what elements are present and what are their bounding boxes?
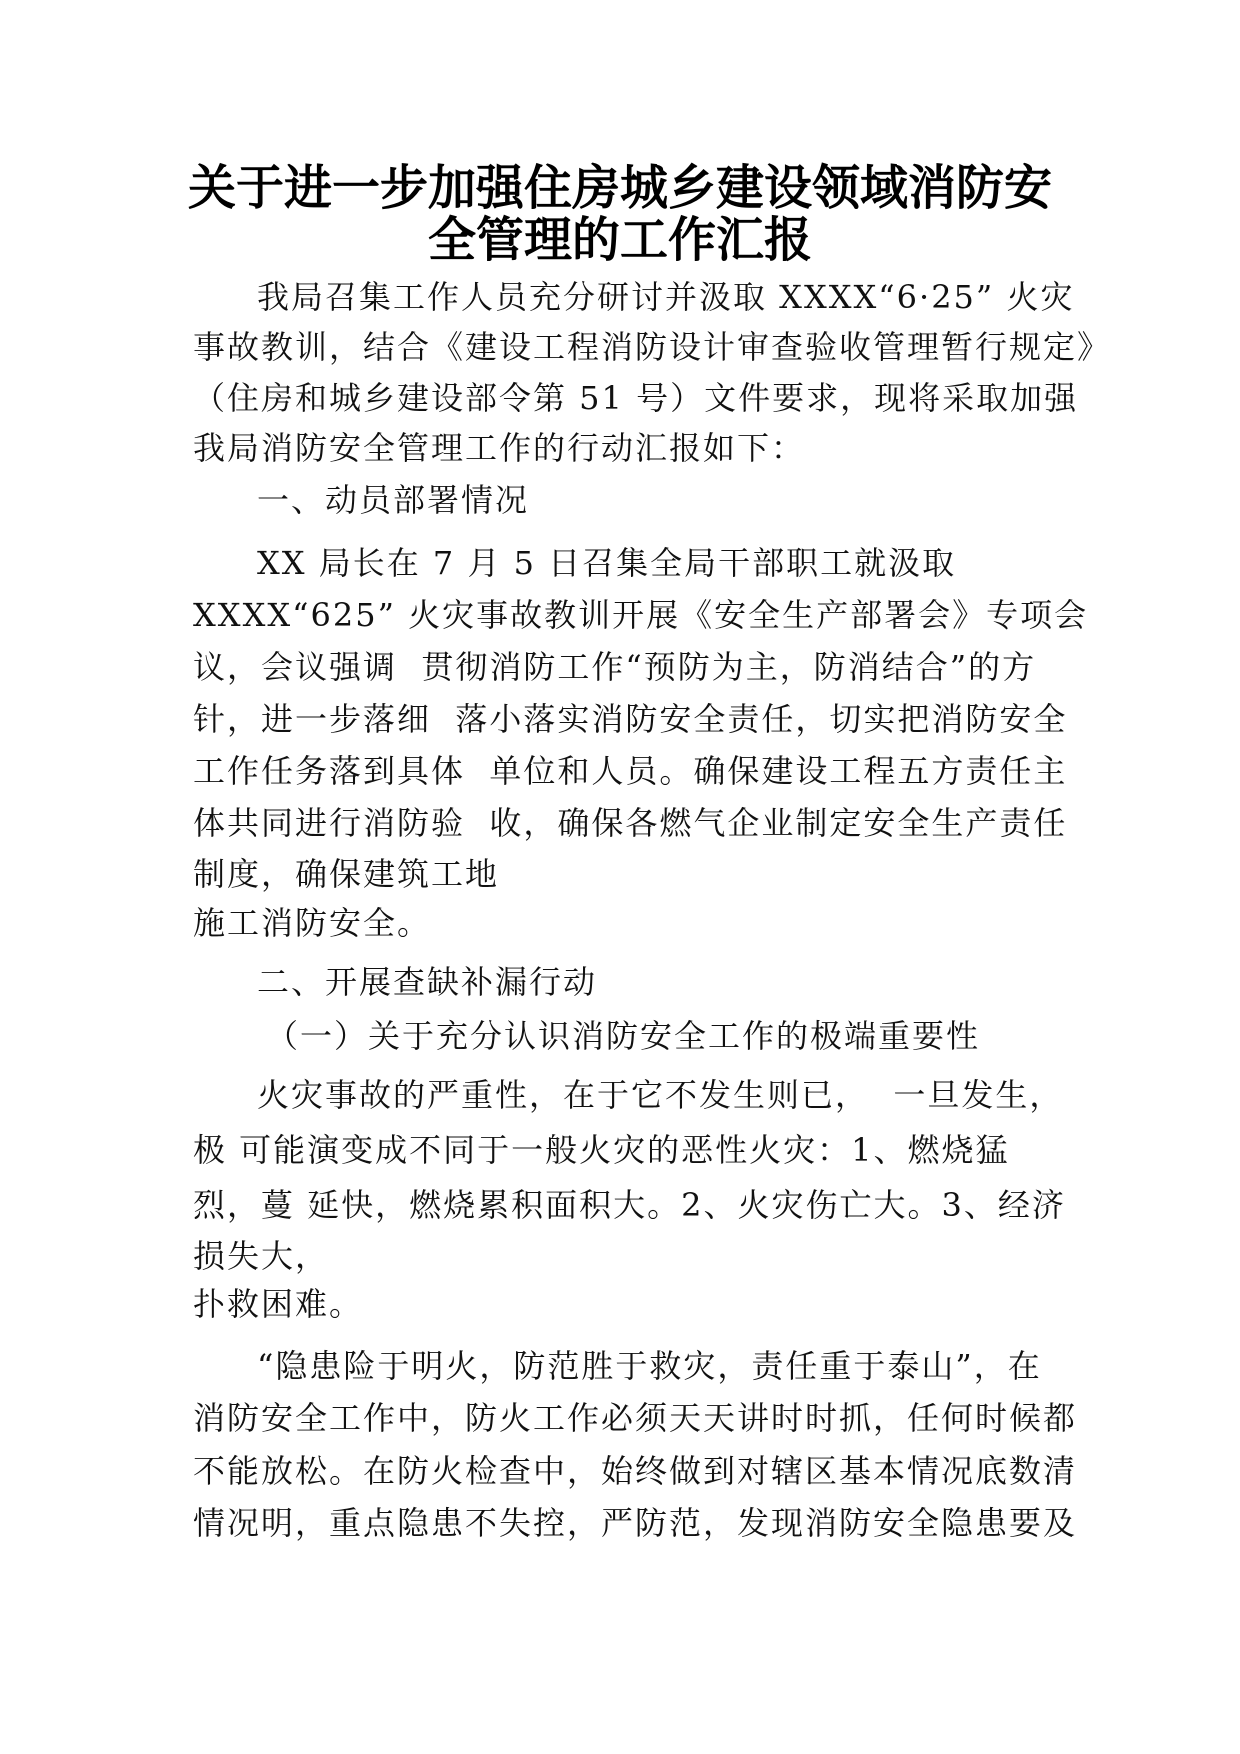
- body-line-12: 制度，确保建筑工地: [193, 855, 500, 893]
- body-line-9: 针，进一步落细 落小落实消防安全责任，切实把消防安全: [193, 700, 1068, 738]
- body-line-6: XX 局长在 7 月 5 日召集全局干部职工就汲取: [257, 544, 957, 582]
- document-title-line-2: 全管理的工作汇报: [427, 212, 812, 268]
- body-line-8: 议，会议强调 贯彻消防工作“预防为主，防消结合”的方: [193, 648, 1037, 686]
- body-line-3: （住房和城乡建设部令第 51 号）文件要求，现将采取加强: [193, 379, 1079, 417]
- section-heading-2: 二、开展查缺补漏行动: [257, 963, 598, 1001]
- body-line-23: 不能放松。在防火检查中，始终做到对辖区基本情况底数清: [193, 1452, 1078, 1490]
- body-line-16: 火灾事故的严重性，在于它不发生则已， 一旦发生，: [257, 1076, 1064, 1114]
- document-title-line-1: 关于进一步加强住房城乡建设领域消防安: [187, 160, 1052, 216]
- body-line-7: XXXX“625” 火灾事故教训开展《安全生产部署会》专项会: [193, 596, 1089, 634]
- body-line-4: 我局消防安全管理工作的行动汇报如下：: [193, 429, 806, 467]
- body-line-18: 烈，蔓 延快，燃烧累积面积大。2、火灾伤亡大。3、经济: [193, 1186, 1066, 1224]
- body-line-22: 消防安全工作中，防火工作必须天天讲时时抓，任何时候都: [193, 1399, 1078, 1437]
- body-line-20: 扑救困难。: [193, 1285, 364, 1323]
- body-line-1: 我局召集工作人员充分研讨并汲取 XXXX“6·25” 火灾: [257, 278, 1075, 316]
- body-line-10: 工作任务落到具体 单位和人员。确保建设工程五方责任主: [193, 752, 1068, 790]
- section-heading-1: 一、动员部署情况: [257, 481, 530, 519]
- body-line-21: “隐患险于明火，防范胜于救灾，责任重于泰山”，在: [257, 1347, 1042, 1385]
- subsection-heading-1: （一）关于充分认识消防安全工作的极端重要性: [266, 1017, 981, 1055]
- body-line-13: 施工消防安全。: [193, 904, 432, 942]
- body-line-19: 损失大，: [193, 1237, 330, 1275]
- body-line-11: 体共同进行消防验 收，确保各燃气企业制定安全生产责任: [193, 804, 1068, 842]
- body-line-2: 事故教训，结合《建设工程消防设计审查验收管理暂行规定》: [193, 328, 1112, 366]
- body-line-24: 情况明，重点隐患不失控，严防范，发现消防安全隐患要及: [193, 1504, 1078, 1542]
- body-line-17: 极 可能演变成不同于一般火灾的恶性火灾：1、燃烧猛: [193, 1131, 1010, 1169]
